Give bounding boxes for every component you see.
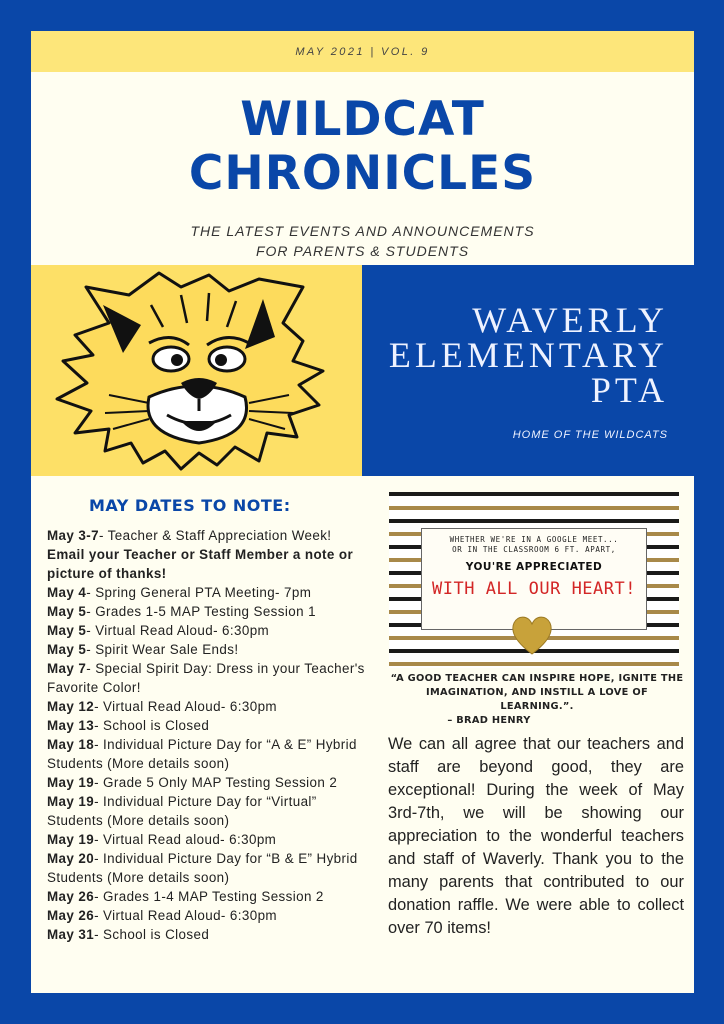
school-name-line-3: PTA — [590, 370, 668, 410]
date-description: - Virtual Read Aloud- 6:30pm — [86, 623, 270, 638]
date-label: May 5 — [47, 642, 87, 657]
date-list-item — [47, 906, 367, 925]
quote-text: “A GOOD TEACHER CAN INSPIRE HOPE, IGNITE THE IMAGINATION, AND INSTILL A LOVE OF LEARNING.”. — [390, 673, 684, 712]
date-description: - Virtual Read Aloud- 6:30pm — [94, 699, 277, 714]
date-label: May 19 — [47, 775, 95, 790]
date-list-item — [47, 925, 367, 944]
card-line-3: YOU'RE APPRECIATED — [465, 561, 603, 573]
date-description: - Grade 5 Only MAP Testing Session 2 — [94, 775, 338, 790]
date-description: - Individual Picture Day for “A & E” Hybrid Students (More details soon) — [47, 737, 357, 771]
appreciation-graphic — [389, 492, 679, 668]
date-list-item — [47, 602, 367, 621]
date-label: May 26 — [47, 908, 95, 923]
date-label: May 31 — [47, 927, 95, 942]
card-line-2: OR IN THE CLASSROOM 6 FT. APART, — [452, 545, 616, 554]
card-text-lines — [422, 535, 646, 555]
school-tagline: HOME OF THE WILDCATS — [512, 429, 668, 441]
quote-author: – BRAD HENRY — [447, 715, 531, 726]
date-label: May 3-7 — [47, 528, 99, 543]
date-description: - School is Closed — [94, 927, 210, 942]
date-list-item — [47, 735, 367, 773]
title-line-2: CHRONICLES — [188, 146, 537, 201]
date-description: - Special Spirit Day: Dress in your Teacher's Favorite Color! — [47, 661, 365, 695]
dates-list — [47, 526, 367, 944]
date-list-item — [47, 792, 367, 830]
date-label: May 13 — [47, 718, 95, 733]
date-label: May 19 — [47, 794, 95, 809]
date-description: - Individual Picture Day for “B & E” Hybrid Students (More details soon) — [47, 851, 358, 885]
newsletter-page — [31, 31, 694, 993]
card-line-4: WITH ALL OUR HEART! — [432, 579, 636, 599]
date-list-item — [47, 849, 367, 887]
newsletter-subtitle — [31, 221, 694, 261]
subtitle-line-1: THE LATEST EVENTS AND ANNOUNCEMENTS — [190, 223, 535, 239]
date-description: - Grades 1-5 MAP Testing Session 1 — [86, 604, 316, 619]
date-label: May 20 — [47, 851, 95, 866]
date-description: - Spirit Wear Sale Ends! — [86, 642, 239, 657]
date-list-item — [47, 830, 367, 849]
date-list-item — [47, 621, 367, 640]
issue-label: MAY 2021 | VOL. 9 — [295, 45, 430, 58]
date-description: - Spring General PTA Meeting- 7pm — [86, 585, 312, 600]
date-list-item — [47, 583, 367, 602]
date-description: - School is Closed — [94, 718, 210, 733]
date-label: May 5 — [47, 623, 87, 638]
date-description: - Teacher & Staff Appreciation Week! — [98, 528, 332, 543]
date-label: May 19 — [47, 832, 95, 847]
mascot-panel — [31, 265, 362, 476]
school-panel — [362, 265, 694, 476]
issue-banner — [31, 31, 694, 72]
date-list-item — [47, 887, 367, 906]
article-paragraph: We can all agree that our teachers and staff are beyond good, they are exceptional! During the week of May 3rd-7th, we will be showing our appreciation to the wonderful teachers and staff of Waverly. Thank you to the many parents that contributed to our donation raffle. We were able to collect over 70 items! — [388, 735, 684, 937]
date-label: May 7 — [47, 661, 87, 676]
date-description: - Individual Picture Day for “Virtual” Students (More details soon) — [47, 794, 317, 828]
date-label: May 5 — [47, 604, 87, 619]
gold-heart-icon — [510, 612, 554, 656]
date-emphasis: Email your Teacher or Staff Member a note or picture of thanks! — [47, 547, 354, 581]
school-name — [388, 300, 668, 410]
newsletter-title — [31, 93, 694, 201]
card-line-1: WHETHER WE'RE IN A GOOGLE MEET... — [449, 535, 619, 544]
date-description: - Virtual Read aloud- 6:30pm — [94, 832, 277, 847]
date-description: - Virtual Read Aloud- 6:30pm — [94, 908, 277, 923]
wildcat-face-icon — [31, 265, 362, 476]
date-list-item — [47, 659, 367, 697]
date-label: May 26 — [47, 889, 95, 904]
date-label: May 18 — [47, 737, 95, 752]
school-name-line-1: WAVERLY — [472, 300, 668, 340]
date-label: May 4 — [47, 585, 87, 600]
date-description: - Grades 1-4 MAP Testing Session 2 — [94, 889, 324, 904]
date-list-item — [47, 640, 367, 659]
quote-block — [389, 672, 685, 728]
date-list-item — [47, 526, 367, 583]
subtitle-line-2: FOR PARENTS & STUDENTS — [255, 243, 470, 259]
date-label: May 12 — [47, 699, 95, 714]
dates-heading: MAY DATES TO NOTE: — [89, 496, 291, 515]
title-line-1: WILDCAT — [240, 92, 485, 147]
school-name-line-2: ELEMENTARY — [388, 335, 668, 375]
date-list-item — [47, 773, 367, 792]
